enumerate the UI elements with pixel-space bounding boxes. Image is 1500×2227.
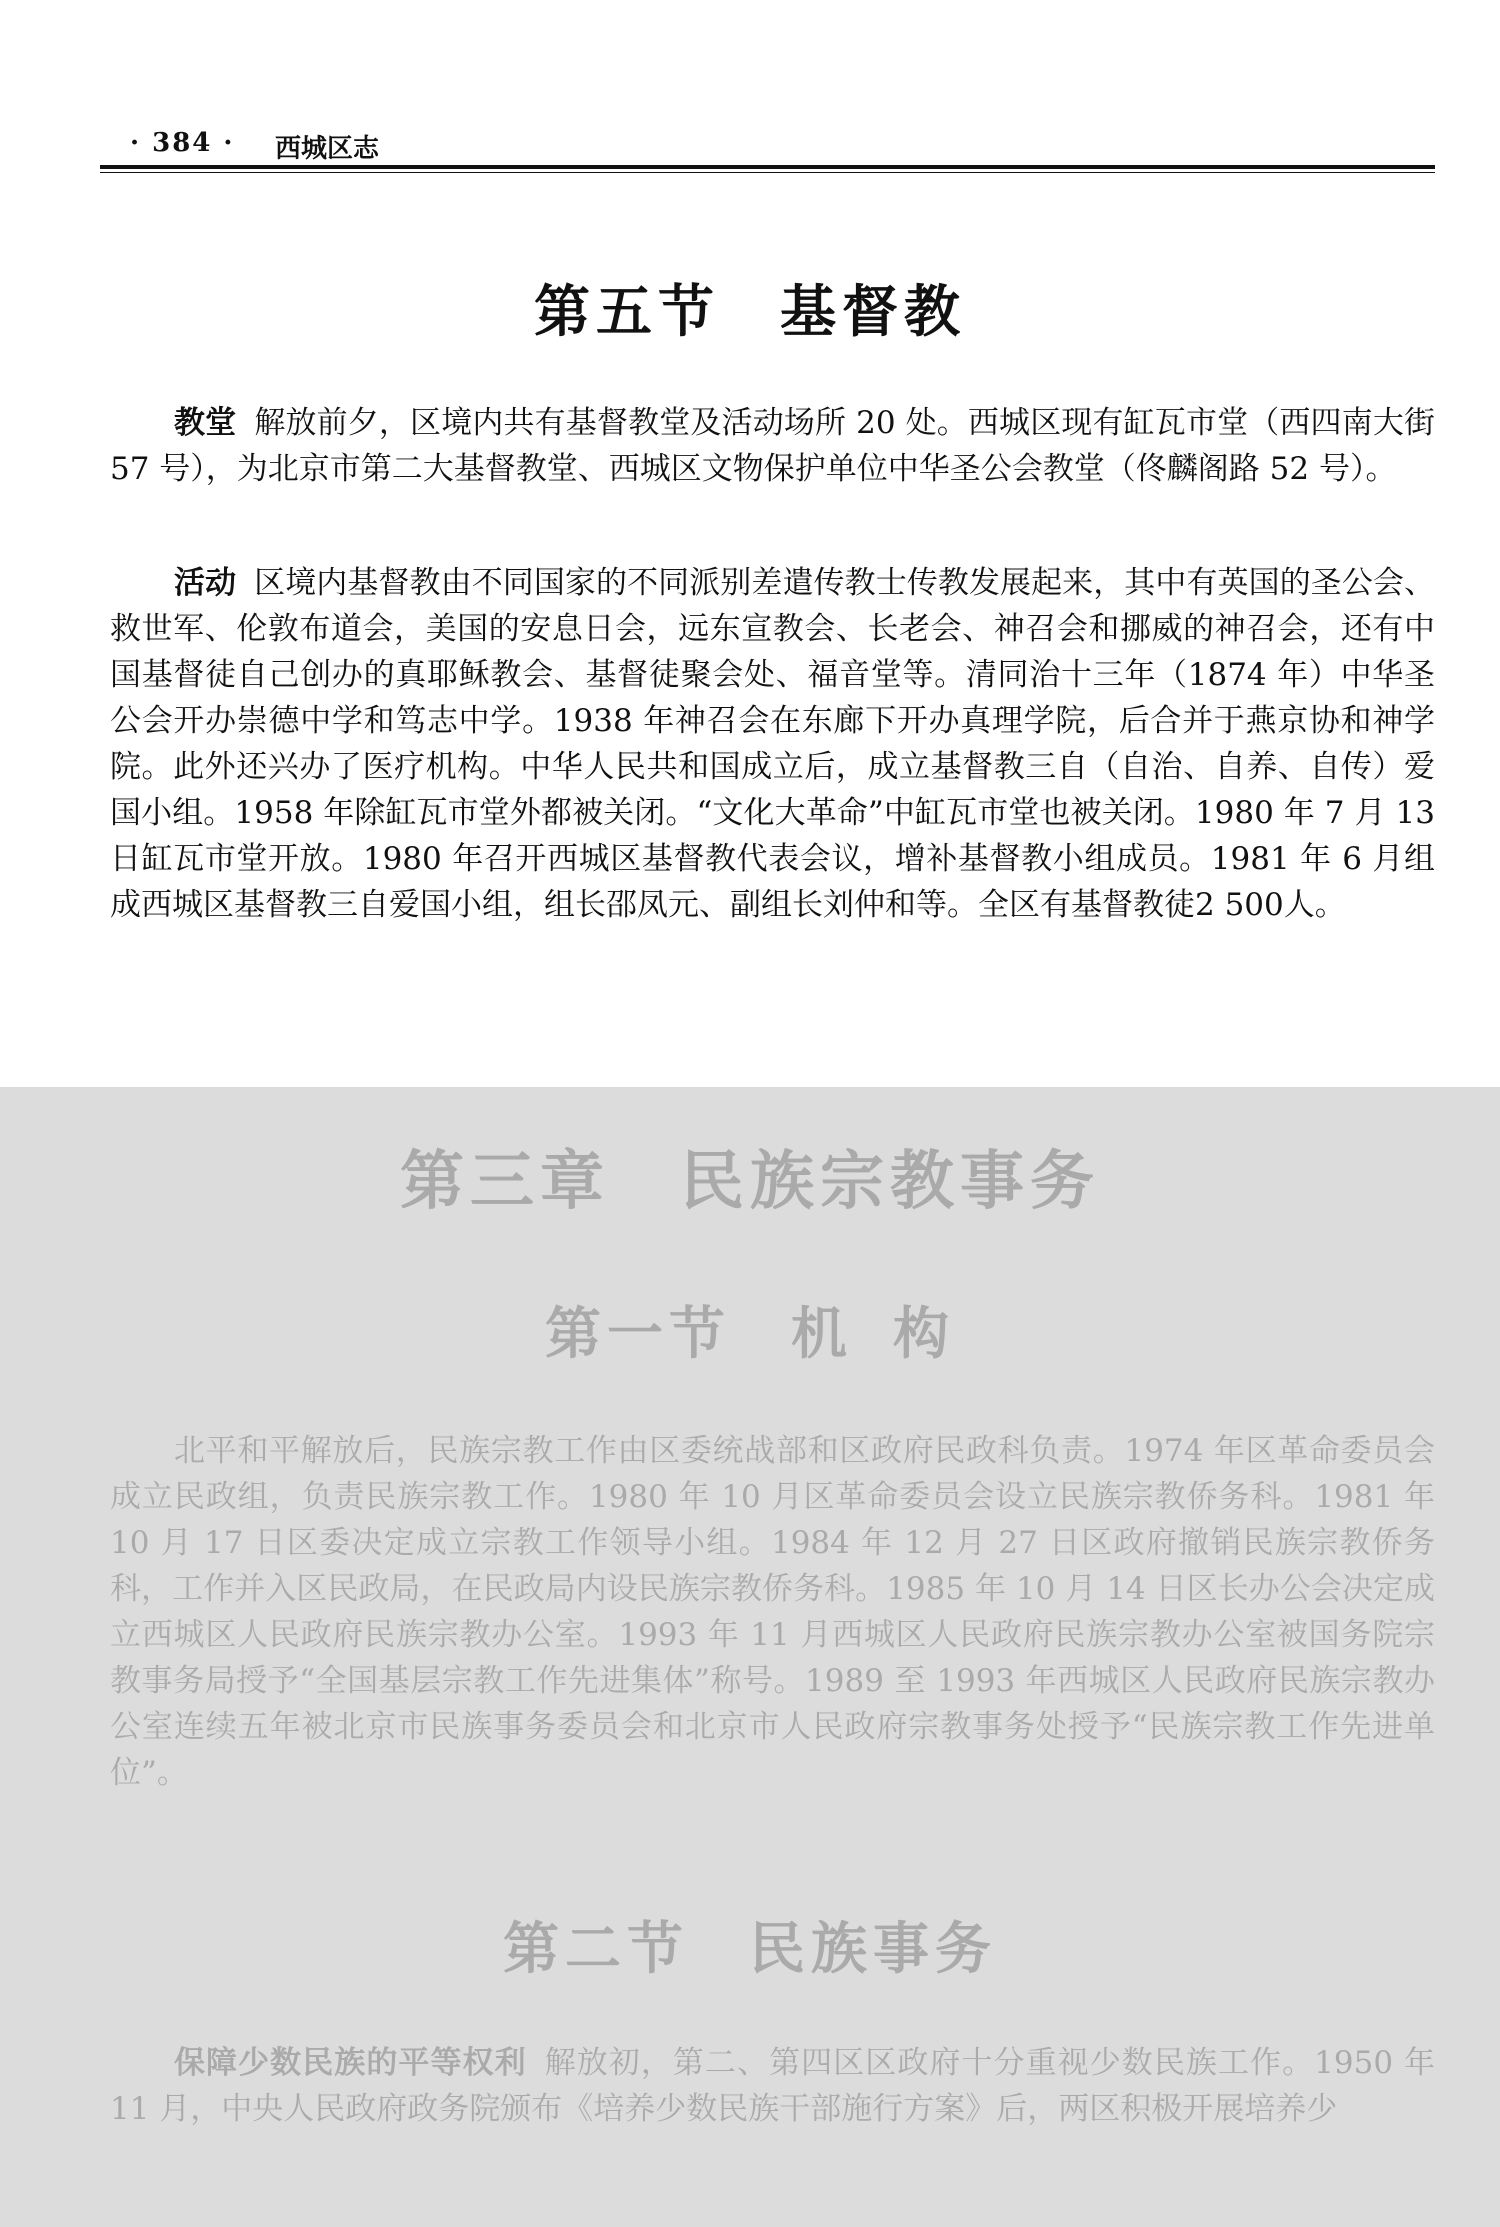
page-number: · 384 · xyxy=(130,128,235,158)
page-header xyxy=(100,122,1435,164)
chapter-name: 民族宗教事务 xyxy=(680,1144,1100,1219)
section-number: 第一节 xyxy=(545,1301,731,1367)
paragraph-text: 解放初，第二、第四区区政府十分重视少数民族工作。1950 年 11 月，中央人民政府政务院颁布《培养少数民族干部施行方案》后，两区积极开展培养少 xyxy=(110,2045,1435,2127)
paragraph-text: 解放前夕，区境内共有基督教堂及活动场所 20 处。西城区现有缸瓦市堂（西四南大街 57 号），为北京市第二大基督教堂、西城区文物保护单位中华圣公会教堂（佟麟阁路 52 号）。 xyxy=(110,405,1436,487)
section-title-organization xyxy=(0,1290,1500,1370)
chapter-title xyxy=(0,1130,1500,1222)
paragraph-lead: 教堂 xyxy=(174,405,237,441)
section-name: 民族事务 xyxy=(749,1916,997,1982)
section-title-christianity xyxy=(0,268,1500,348)
paragraph-churches xyxy=(110,400,1435,492)
paragraph-text: 北平和平解放后，民族宗教工作由区委统战部和区政府民政科负责。1974 年区革命委员会成立民政组，负责民族宗教工作。1980 年 10 月区革命委员会设立民族宗教侨务科。1981 年 10 月 17 日区委决定成立宗教工作领导小组。1984 年 12 月 27 日区政府撤销民族宗教侨务科，工作并入区民政局，在民政局内设民族宗教侨务科。1985 年 10 月 14 日区长办公会决定成立西城区人民政府民族宗教办公室。1993 年 11 月西城区人民政府民族宗教办公室被国务院宗教事务局授予“全国基层宗教工作先进集体”称号。1989 至 1993 年西城区人民政府民族宗教办公室连续五年被北京市民族事务委员会和北京市人民政府宗教事务处授予“民族宗教工作先进单位”。 xyxy=(110,1433,1435,1791)
section-name-part: 构 xyxy=(893,1301,955,1367)
section-name-part: 机 xyxy=(791,1301,853,1367)
section-number: 第五节 xyxy=(534,279,720,345)
chapter-number: 第三章 xyxy=(400,1144,610,1219)
paragraph-activities xyxy=(110,560,1435,928)
section-title-ethnic-affairs xyxy=(0,1905,1500,1985)
header-rule-thick xyxy=(100,165,1435,169)
header-rule-thin xyxy=(100,172,1435,173)
paragraph-lead: 保障少数民族的平等权利 xyxy=(174,2045,527,2081)
paragraph-equal-rights xyxy=(110,2040,1435,2132)
paragraph-lead: 活动 xyxy=(174,565,237,601)
section-name: 基督教 xyxy=(780,279,966,345)
book-title: 西城区志 xyxy=(275,134,380,164)
section-number: 第二节 xyxy=(503,1916,689,1982)
paragraph-text: 区境内基督教由不同国家的不同派别差遣传教士传教发展起来，其中有英国的圣公会、救世军、伦敦布道会，美国的安息日会，远东宣教会、长老会、神召会和挪威的神召会，还有中国基督徒自己创办的真耶稣教会、基督徒聚会处、福音堂等。清同治十三年（1874 年）中华圣公会开办崇德中学和笃志中学。1938 年神召会在东廊下开办真理学院，后合并于燕京协和神学院。此外还兴办了医疗机构。中华人民共和国成立后，成立基督教三自（自治、自养、自传）爱国小组。1958 年除缸瓦市堂外都被关闭。“文化大革命”中缸瓦市堂也被关闭。1980 年 7 月 13 日缸瓦市堂开放。1980 年召开西城区基督教代表会议，增补基督教小组成员。1981 年 6 月组成西城区基督教三自爱国小组，组长邵凤元、副组长刘仲和等。全区有基督教徒2 500人。 xyxy=(110,565,1435,923)
paragraph-organization xyxy=(110,1428,1435,1796)
